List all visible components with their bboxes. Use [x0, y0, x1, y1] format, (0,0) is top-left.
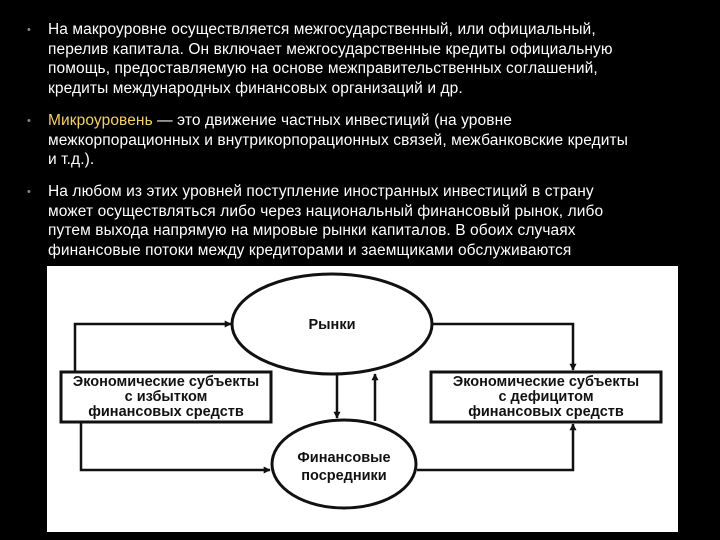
- text-line: и т.д.).: [48, 151, 95, 168]
- bullet-dot: •: [27, 186, 31, 198]
- financial-flows-diagram: [47, 266, 678, 532]
- markets-label: Рынки: [308, 317, 356, 333]
- text-line: помощь, предоставляемую на основе межправительственных соглашений,: [48, 60, 598, 77]
- diagram-svg: [47, 266, 678, 532]
- surplus-box-line2: с избытком: [124, 389, 208, 405]
- arrow-surplus-to-intermediaries: [81, 422, 270, 470]
- deficit-box-line1: Экономические субъекты: [452, 374, 640, 390]
- text-line: перелив капитала. Он включает межгосударственные кредиты официальную: [48, 40, 613, 58]
- text-line: [48, 111, 698, 131]
- deficit-box-line2: с дефицитом: [498, 389, 594, 405]
- text-line: межкорпорационных и внутрикорпорационных связей, межбанковские кредиты: [48, 131, 628, 149]
- text-line: путем выхода напрямую на мировые рынки капиталов. В обоих случаях: [48, 222, 576, 239]
- highlighted-term: Микроуровень: [48, 112, 153, 129]
- arrow-markets-to-deficit: [432, 324, 573, 370]
- arrow-surplus-to-markets: [75, 324, 231, 372]
- surplus-box-line3: финансовых средств: [88, 404, 244, 420]
- text-line: На макроуровне осуществляется межгосударственный, или официальный,: [48, 21, 596, 38]
- deficit-box-line3: финансовых средств: [468, 404, 624, 420]
- bullet-dot: •: [27, 24, 31, 36]
- bullet-text: [48, 111, 698, 170]
- surplus-box-line1: Экономические субъекты: [72, 374, 260, 390]
- intermediaries-label-line1: Финансовые: [297, 450, 391, 466]
- text-line: На любом из этих уровней поступление иностранных инвестиций в страну: [48, 183, 594, 200]
- bullet-text: [48, 182, 698, 260]
- bullet-text: [48, 20, 698, 98]
- text-line: кредиты международных финансовых организаций и др.: [48, 79, 463, 97]
- text-line: может осуществляться либо через национальный финансовый рынок, либо: [48, 202, 604, 220]
- arrow-intermediaries-to-deficit: [417, 424, 573, 470]
- text-fragment: — это движение частных инвестиций (на уровне: [152, 112, 512, 129]
- intermediaries-label-line2: посредники: [301, 468, 387, 484]
- text-line: финансовые потоки между кредиторами и заемщиками обслуживаются: [48, 241, 572, 259]
- bullet-dot: •: [27, 115, 31, 127]
